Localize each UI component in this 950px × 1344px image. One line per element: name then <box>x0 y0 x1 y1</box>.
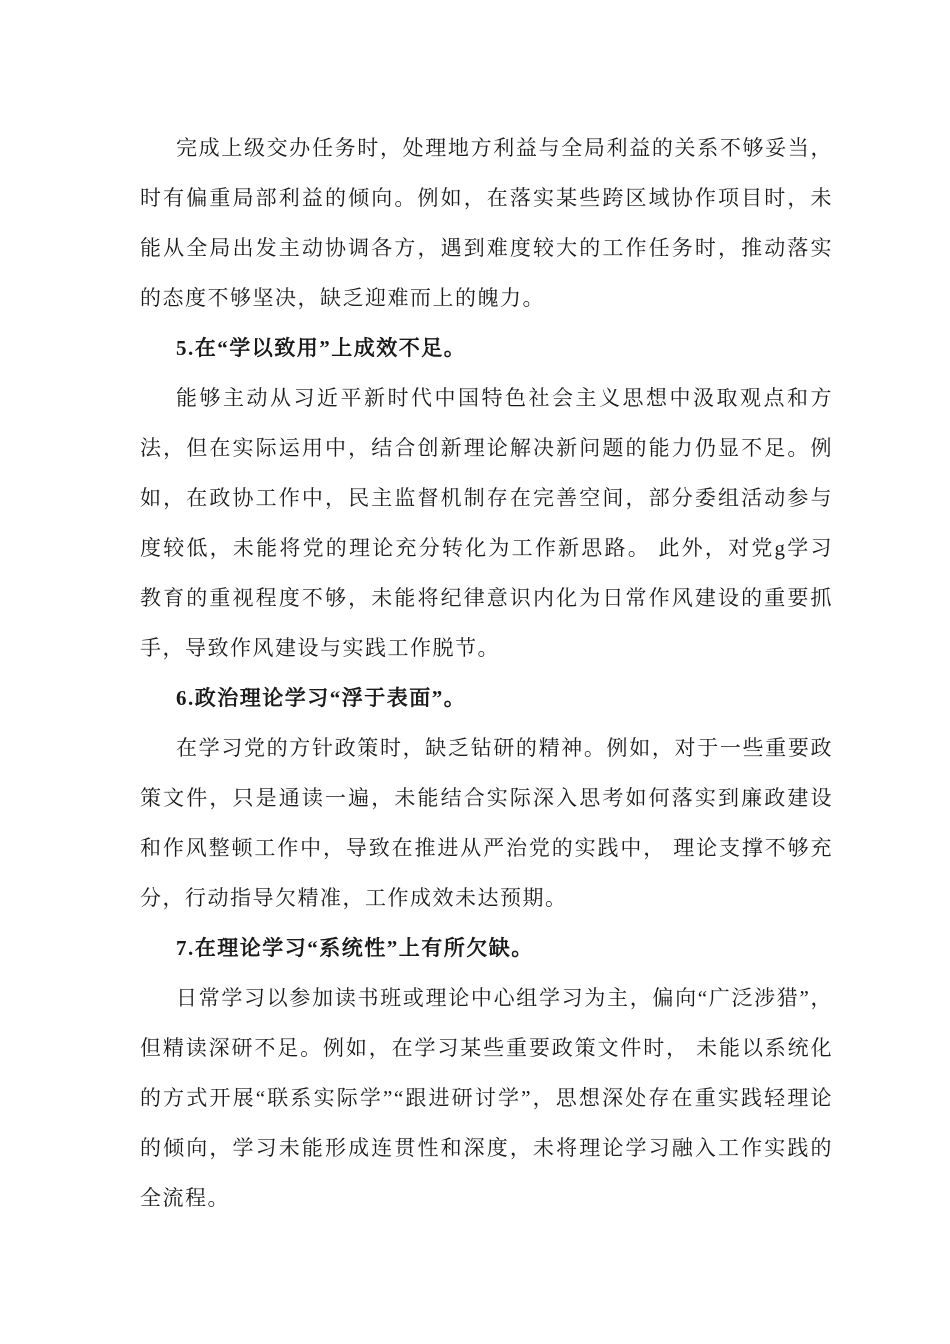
paragraph-systematic-study: 日常学习以参加读书班或理论中心组学习为主，偏向“广泛涉猎”，但精读深研不足。例如，在学习某些重要政策文件时， 未能以系统化的方式开展“联系实际学”“跟进研讨学”，思想深处存在重实践轻理论的倾向，学习未能形成连贯性和深度，未将理论学习融入工作实践的全流程。 <box>140 986 833 1210</box>
section-heading-7: 7.在理论学习“系统性”上有所欠缺。 <box>176 936 534 960</box>
paragraph-task-completion: 完成上级交办任务时，处理地方利益与全局利益的关系不够妥当，时有偏重局部利益的倾向。例如，在落实某些跨区域协作项目时，未能从全局出发主动协调各方，遇到难度较大的工作任务时，推动落实的态度不够坚决，缺乏迎难而上的魄力。 <box>140 136 833 310</box>
section-heading-6: 6.政治理论学习“浮于表面”。 <box>176 686 467 710</box>
paragraph-theory-study-surface: 在学习党的方针政策时，缺乏钻研的精神。例如，对于一些重要政策文件，只是通读一遍，未能结合实际深入思考如何落实到廉政建设和作风整顿工作中，导致在推进从严治党的实践中， 理论支撑不够充分，行动指导欠精准，工作成效未达预期。 <box>140 736 833 910</box>
section-heading-5: 5.在“学以致用”上成效不足。 <box>176 336 467 360</box>
paragraph-learning-application: 能够主动从习近平新时代中国特色社会主义思想中汲取观点和方法，但在实际运用中，结合创新理论解决新问题的能力仍显不足。例如，在政协工作中，民主监督机制存在完善空间，部分委组活动参与度较低，未能将党的理论充分转化为工作新思路。 此外，对党g学习教育的重视程度不够，未能将纪律意识内化为日常作风建设的重要抓手，导致作风建设与实践工作脱节。 <box>140 386 833 660</box>
